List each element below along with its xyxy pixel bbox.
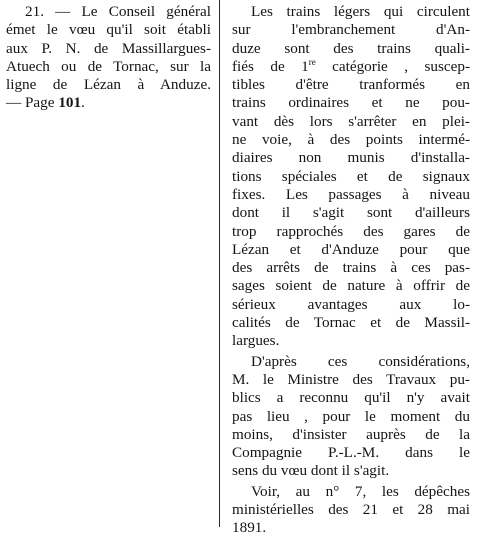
paragraph-3 bbox=[232, 483, 470, 538]
p2-line: blics a reconnu qu'il n'y avait bbox=[232, 389, 470, 407]
p1-line-ordinal bbox=[232, 58, 470, 76]
left-line: émet le vœu qu'il soit établi bbox=[6, 21, 211, 39]
left-line-page-ref bbox=[6, 94, 211, 112]
page-ref-prefix: — Page bbox=[6, 94, 59, 112]
left-line: Atuech ou de Tornac, sur la bbox=[6, 57, 211, 75]
page-number: 101 bbox=[58, 94, 82, 112]
p1-line: ne voie, à des points intermé- bbox=[232, 131, 470, 149]
p1-line: tibles d'être tranformés en bbox=[232, 76, 470, 94]
p1-line: tions spéciales et de signaux bbox=[232, 167, 470, 185]
paragraph-2 bbox=[232, 353, 470, 481]
left-column bbox=[6, 3, 211, 113]
p1-line: Lézan et d'Anduze pour que bbox=[232, 240, 470, 258]
p1-line: calités de Tornac et de Massil- bbox=[232, 314, 470, 332]
p1-line: dont il s'agit sont d'ailleurs bbox=[232, 204, 470, 222]
p2-line: M. le Ministre des Travaux pu- bbox=[232, 370, 470, 388]
right-column bbox=[232, 3, 470, 540]
p1-line: diaires non munis d'installa- bbox=[232, 149, 470, 167]
p3-line: 1891. bbox=[232, 519, 267, 537]
p1-line: sérieux avantages aux lo- bbox=[232, 295, 470, 313]
left-line: ligne de Lézan à Anduze. bbox=[6, 76, 211, 94]
p3-line: ministérielles des 21 et 28 mai bbox=[232, 501, 470, 519]
p1-ordinal-prefix: fiés de 1 bbox=[232, 57, 309, 75]
p1-line: des arrêts de trains à ces pas- bbox=[232, 259, 470, 277]
ordinal-superscript: re bbox=[308, 56, 316, 67]
p1-line: sur l'embranchement d'An- bbox=[232, 21, 470, 39]
p2-line: sens du vœu dont il s'agit. bbox=[232, 462, 390, 480]
page-ref-suffix: . bbox=[81, 94, 85, 112]
p1-line: duze sont des trains quali- bbox=[232, 39, 470, 57]
p2-line: Compagnie P.-L.-M. dans le bbox=[232, 444, 470, 462]
p1-line: Les trains légers qui circulent bbox=[251, 3, 470, 20]
p1-line: vant dès lors s'arrêter en plei- bbox=[232, 112, 470, 130]
p2-line: moins, d'insister auprès de la bbox=[232, 425, 470, 443]
p1-line: trains ordinaires et ne pou- bbox=[232, 94, 470, 112]
p3-line: Voir, au n° 7, les dépêches bbox=[251, 482, 470, 500]
left-line: aux P. N. de Massillargues- bbox=[6, 39, 211, 57]
p2-line: pas lieu , pour le moment du bbox=[232, 407, 470, 425]
paragraph-1 bbox=[232, 3, 470, 351]
left-line: 21. — Le Conseil général bbox=[25, 3, 211, 20]
p1-ordinal-rest: catégorie , suscep- bbox=[315, 57, 470, 75]
p2-line: D'après ces considérations, bbox=[251, 352, 470, 370]
p1-line: sages soient de nature à offrir de bbox=[232, 277, 470, 295]
p1-line: trop rapprochés des gares de bbox=[232, 222, 470, 240]
column-divider bbox=[219, 0, 220, 527]
p1-line: largues. bbox=[232, 332, 280, 350]
p1-line: fixes. Les passages à niveau bbox=[232, 185, 470, 203]
